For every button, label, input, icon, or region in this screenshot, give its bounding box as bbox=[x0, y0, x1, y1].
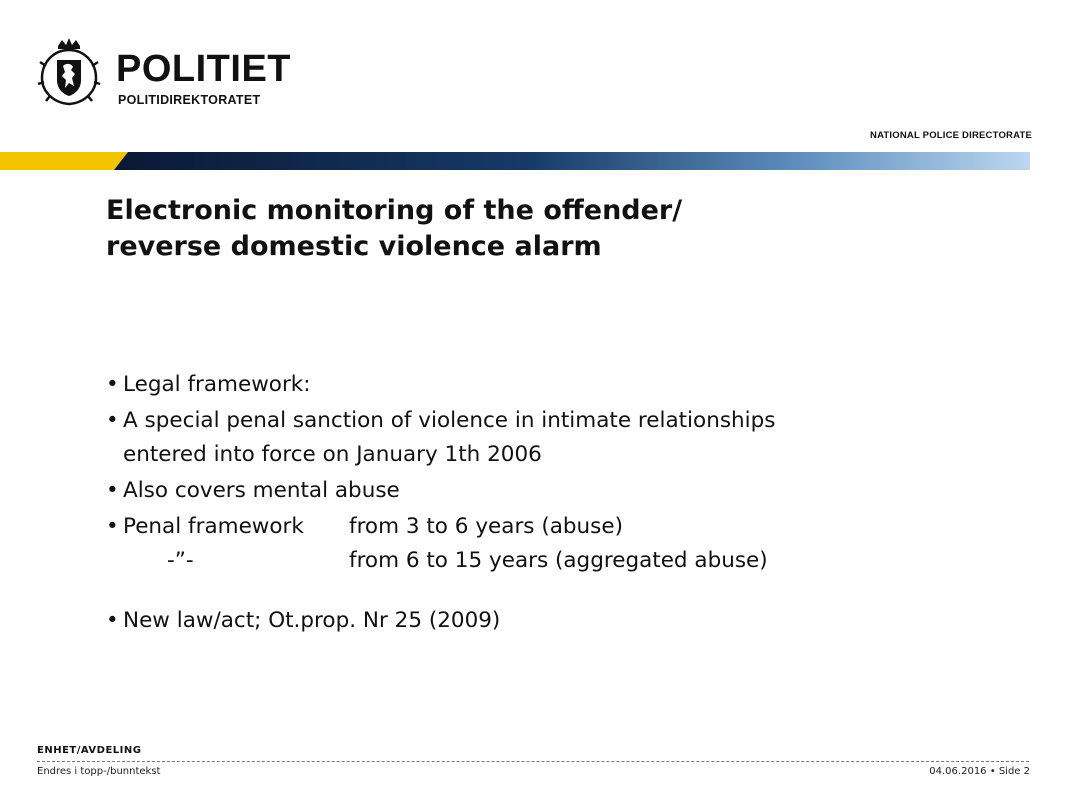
penal-framework-label: Penal framework bbox=[123, 514, 304, 539]
bullet-text: Legal framework: bbox=[123, 372, 311, 397]
penal-range-aggregated: from 6 to 15 years (aggregated abuse) bbox=[349, 548, 768, 573]
footer-date: 04.06.2016 bbox=[929, 766, 987, 777]
bullet-text: New law/act; Ot.prop. Nr 25 (2009) bbox=[123, 608, 501, 633]
bullet-list bbox=[106, 368, 1006, 640]
brand-name: POLITIET bbox=[116, 48, 291, 90]
footer-page-number: Side 2 bbox=[998, 766, 1030, 777]
bullet-text: Also covers mental abuse bbox=[123, 478, 400, 503]
brand-subtitle: POLITIDIREKTORATET bbox=[118, 93, 261, 107]
list-item bbox=[106, 404, 1006, 472]
norwegian-police-crest-icon bbox=[36, 36, 102, 106]
bullet-dot: • bbox=[106, 408, 119, 433]
list-item bbox=[106, 604, 1006, 638]
header-color-band bbox=[0, 152, 1030, 170]
ditto-mark: -”- bbox=[167, 548, 194, 573]
bullet-dot: • bbox=[106, 372, 119, 397]
footer-left-text: Endres i topp-/bunntekst bbox=[37, 766, 161, 777]
title-line-1: Electronic monitoring of the offender/ bbox=[106, 195, 683, 226]
bullet-dot: • bbox=[106, 478, 119, 503]
list-item bbox=[106, 510, 1006, 578]
list-item bbox=[106, 474, 1006, 508]
slide-title bbox=[106, 193, 986, 265]
penal-framework-row bbox=[123, 510, 1006, 544]
penal-range-abuse: from 3 to 6 years (abuse) bbox=[349, 514, 623, 539]
footer-divider bbox=[37, 761, 1029, 762]
list-item bbox=[106, 368, 1006, 402]
politiet-logo bbox=[36, 36, 296, 108]
footer-unit-label: ENHET/AVDELING bbox=[37, 745, 142, 756]
bullet-dot: • bbox=[106, 514, 119, 539]
bullet-dot: • bbox=[106, 608, 119, 633]
bullet-text: A special penal sanction of violence in intimate relationships bbox=[123, 408, 776, 433]
spacer bbox=[106, 580, 1006, 602]
footer-separator: • bbox=[989, 766, 996, 777]
directorate-label: NATIONAL POLICE DIRECTORATE bbox=[870, 130, 1032, 141]
footer-page-info bbox=[929, 766, 1030, 777]
bullet-text-cont: entered into force on January 1th 2006 bbox=[123, 442, 542, 467]
penal-framework-row-2 bbox=[123, 544, 1006, 578]
title-line-2: reverse domestic violence alarm bbox=[106, 231, 602, 262]
